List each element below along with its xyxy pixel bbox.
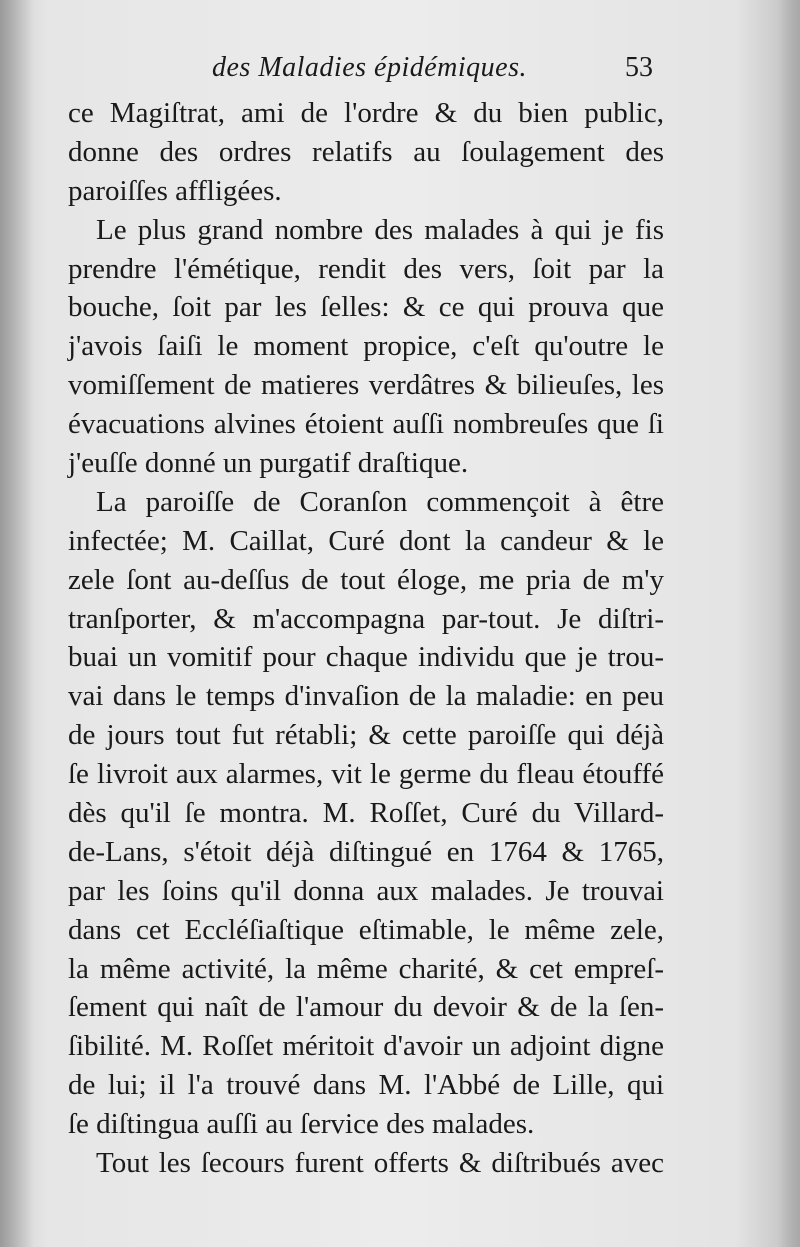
running-title: des Maladies épidémiques.: [212, 52, 527, 83]
text-line: dans cet Eccléſiaſtique eſtimable, le même zele,: [68, 913, 664, 946]
text-line: tranſporter, & m'accompagna par-tout. Je diſtri-: [68, 602, 664, 635]
text-line: La paroiſſe de Coranſon commençoit à être: [96, 485, 664, 518]
text-line: de lui; il l'a trouvé dans M. l'Abbé de Lille, qui: [68, 1069, 664, 1102]
text-line: vai dans le temps d'invaſion de la maladie: en peu: [68, 680, 664, 713]
text-line: paroiſſes affligées.: [68, 174, 282, 207]
text-line: vomiſſement de matieres verdâtres & bilieuſes, les: [68, 369, 664, 402]
text-line: prendre l'émétique, rendit des vers, ſoit par la: [68, 252, 664, 285]
text-line: la même activité, la même charité, & cet empreſ-: [68, 952, 664, 985]
paragraph: [68, 483, 664, 1144]
body-text: [68, 94, 664, 1183]
paragraph: [68, 211, 664, 483]
text-line: infectée; M. Caillat, Curé dont la candeur & le: [68, 524, 664, 557]
text-line: ce Magiſtrat, ami de l'ordre & du bien public,: [68, 97, 664, 129]
paragraph: [68, 94, 664, 211]
text-line: Le plus grand nombre des malades à qui je fis: [96, 213, 664, 246]
text-line: dès qu'il ſe montra. M. Roſſet, Curé du Villard-: [68, 797, 664, 830]
text-line: ſe livroit aux alarmes, vit le germe du fleau étouffé: [68, 758, 664, 791]
page-header: [0, 52, 800, 92]
text-line: par les ſoins qu'il donna aux malades. Je trouvai: [68, 874, 664, 907]
text-line: évacuations alvines étoient auſſi nombreuſes que ſi: [68, 408, 664, 441]
text-line: ſibilité. M. Roſſet méritoit d'avoir un adjoint digne: [68, 1030, 664, 1063]
page-number: 53: [625, 52, 653, 83]
page-edge: [778, 0, 800, 1247]
text-line: ſe diſtingua auſſi au ſervice des malades.: [68, 1108, 535, 1141]
text-line: de-Lans, s'étoit déjà diſtingué en 1764 & 1765,: [68, 835, 664, 868]
text-line: j'euſſe donné un purgatif draſtique.: [68, 447, 469, 480]
gutter-shadow: [0, 0, 34, 1247]
text-line: j'avois ſaiſi le moment propice, c'eſt qu'outre le: [68, 330, 664, 363]
text-line: buai un vomitif pour chaque individu que je trou-: [68, 641, 664, 674]
text-line: bouche, ſoit par les ſelles: & ce qui prouva que: [68, 291, 664, 324]
text-line: de jours tout fut rétabli; & cette paroiſſe qui déjà: [68, 719, 664, 752]
text-line: zele ſont au-deſſus de tout éloge, me pria de m'y: [68, 563, 664, 596]
paragraph: [68, 1144, 664, 1183]
text-line: ſement qui naît de l'amour du devoir & de la ſen-: [68, 991, 664, 1024]
text-line: donne des ordres relatifs au ſoulagement des: [68, 135, 664, 168]
text-line: Tout les ſecours furent offerts & diſtribués avec: [96, 1147, 664, 1180]
